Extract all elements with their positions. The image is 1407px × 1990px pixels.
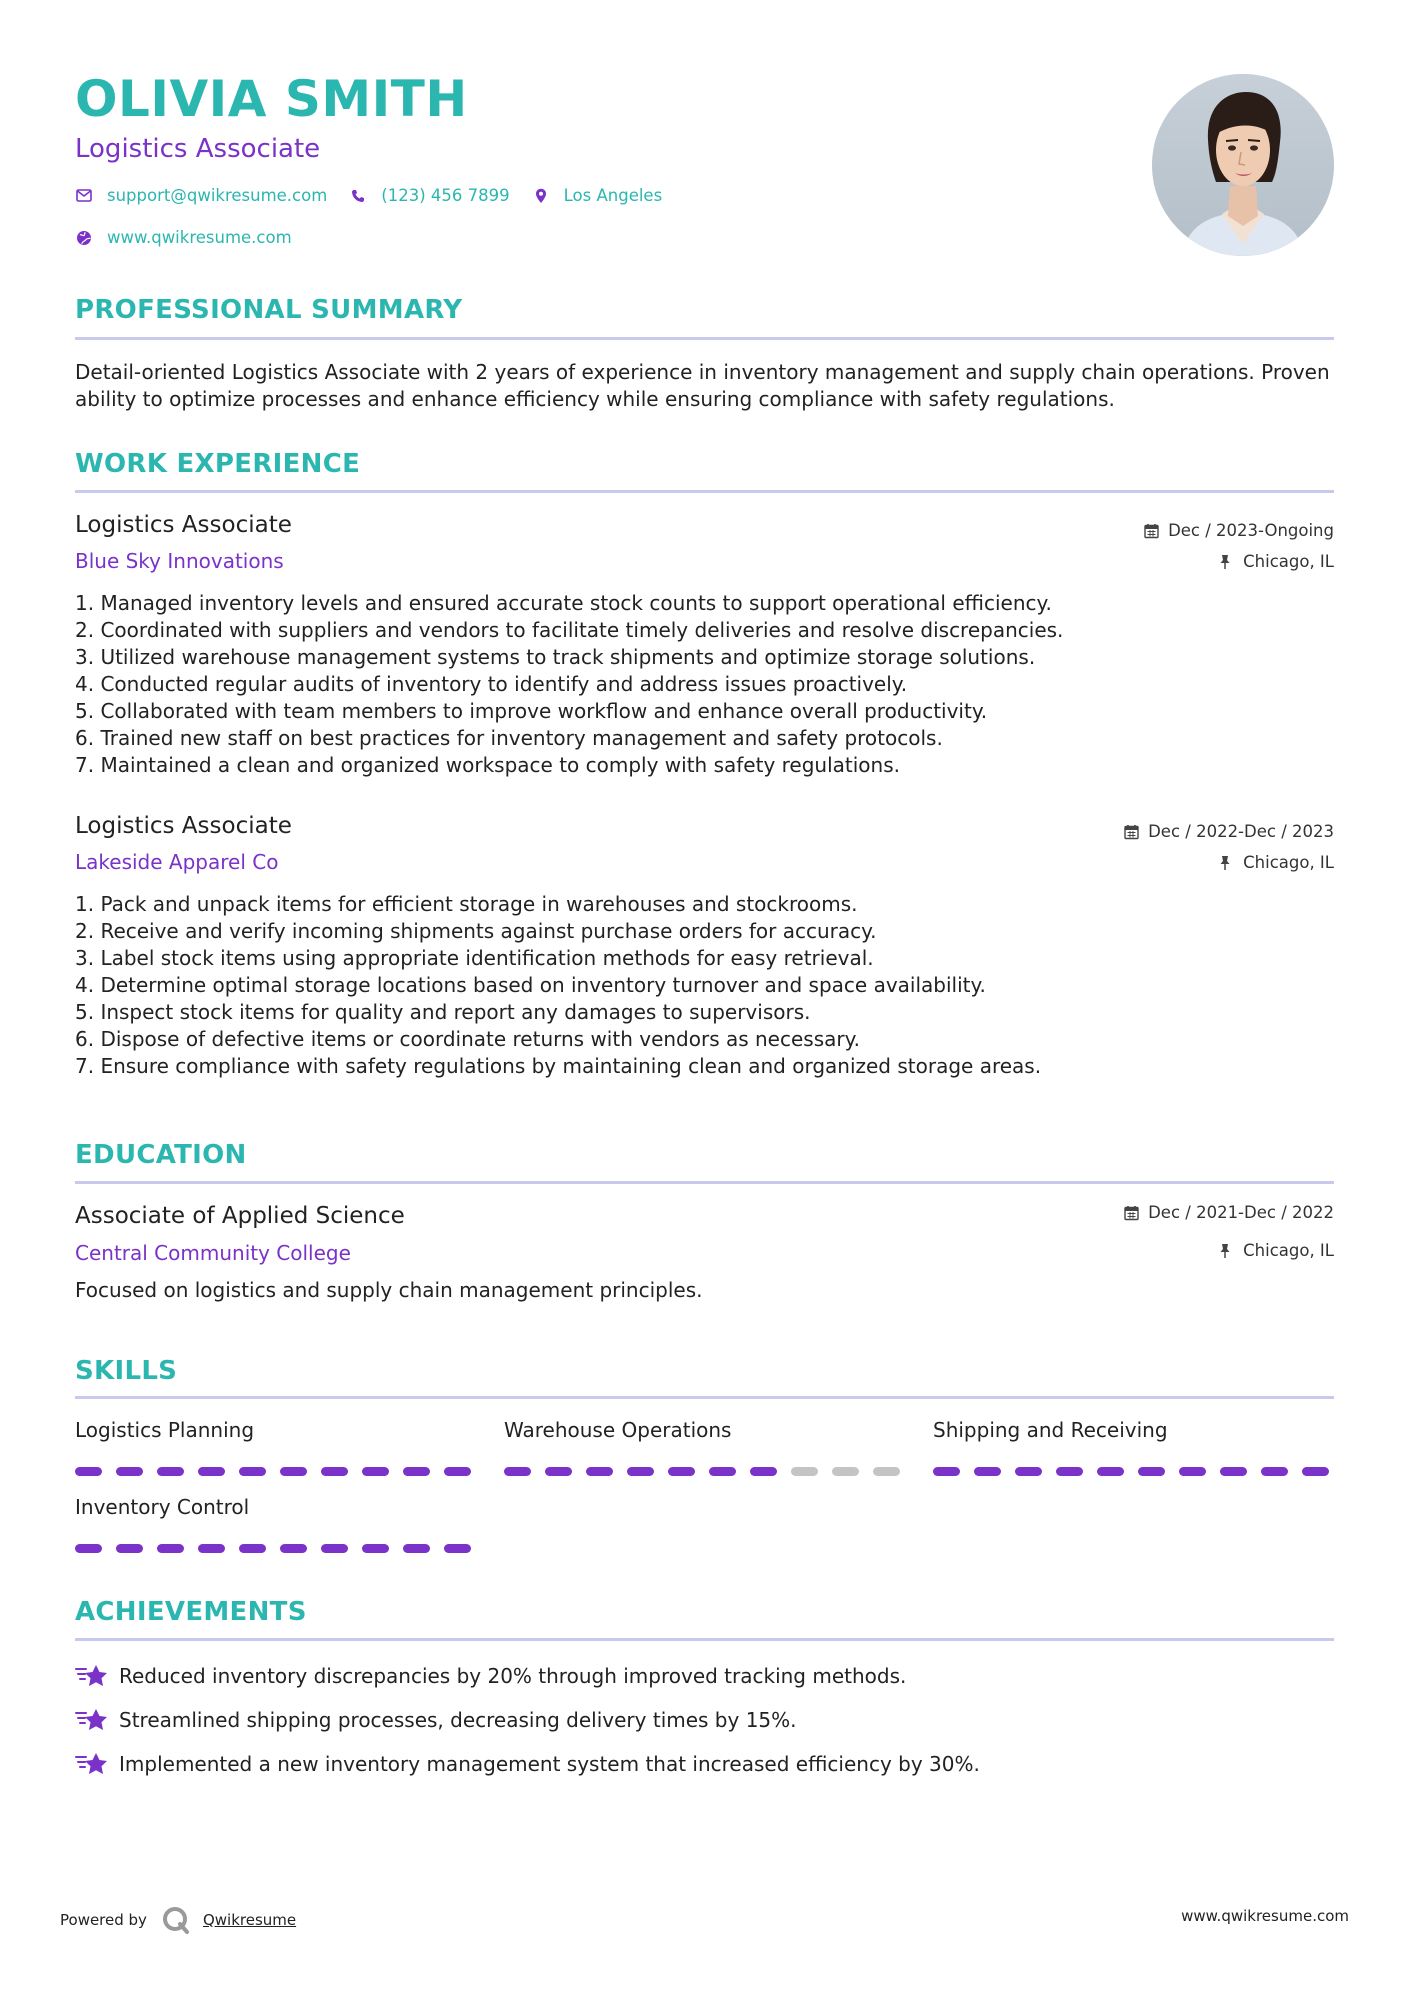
skill-name: Logistics Planning <box>75 1418 255 1442</box>
calendar-icon <box>1144 523 1160 539</box>
achievement-item: Streamlined shipping processes, decreasing delivery times by 15%. <box>75 1705 797 1735</box>
company-name: Blue Sky Innovations <box>75 549 284 573</box>
list-item: 2. Coordinated with suppliers and vendors to facilitate timely deliveries and resolve discrepancies. <box>75 618 1064 642</box>
list-item: 1. Managed inventory levels and ensured accurate stock counts to support operational efficiency. <box>75 591 1052 615</box>
email-link[interactable]: support@qwikresume.com <box>107 186 328 205</box>
skill-dash-filled <box>403 1467 430 1476</box>
job-duties-list <box>75 891 1041 1080</box>
phone-number[interactable]: (123) 456 7899 <box>381 186 510 205</box>
candidate-name: OLIVIA SMITH <box>75 70 468 128</box>
skill-dash-empty <box>791 1467 818 1476</box>
section-title-skills: SKILLS <box>75 1356 178 1386</box>
skill-dash-filled <box>974 1467 1001 1476</box>
job-location: Chicago, IL <box>1219 853 1334 872</box>
skill-dash-filled <box>1220 1467 1247 1476</box>
skill-level-bar <box>75 1544 485 1553</box>
list-item: 6. Dispose of defective items or coordinate returns with vendors as necessary. <box>75 1027 860 1051</box>
skill-dash-filled <box>280 1544 307 1553</box>
summary-text: Detail-oriented Logistics Associate with 2 years of experience in inventory management and supply chain operations. Proven ability to optimize processes and enhance efficiency while ensuring compliance with safety regulations. <box>75 360 1330 411</box>
list-item: 7. Ensure compliance with safety regulations by maintaining clean and organized storage areas. <box>75 1054 1042 1078</box>
section-divider <box>75 1396 1334 1399</box>
skill-dash-filled <box>116 1467 143 1476</box>
education-dates: Dec / 2021-Dec / 2022 <box>1124 1203 1334 1222</box>
job-title: Logistics Associate <box>75 813 292 839</box>
degree-title: Associate of Applied Science <box>75 1203 405 1229</box>
skill-level-bar <box>75 1467 485 1476</box>
star-icon <box>75 1749 109 1779</box>
skill-name: Shipping and Receiving <box>933 1418 1168 1442</box>
footer-website[interactable]: www.qwikresume.com <box>1181 1907 1349 1925</box>
skill-dash-filled <box>709 1467 736 1476</box>
website-row <box>75 228 292 247</box>
list-item: 3. Utilized warehouse management systems to track shipments and optimize storage solutions. <box>75 645 1036 669</box>
skill-dash-filled <box>1015 1467 1042 1476</box>
skill-dash-filled <box>1179 1467 1206 1476</box>
skill-dash-filled <box>239 1467 266 1476</box>
school-name: Central Community College <box>75 1241 351 1265</box>
skill-dash-filled <box>321 1467 348 1476</box>
job-dates: Dec / 2022-Dec / 2023 <box>1124 822 1334 841</box>
star-icon <box>75 1705 109 1735</box>
education-location: Chicago, IL <box>1219 1241 1334 1260</box>
globe-icon <box>75 229 93 247</box>
skill-dash-filled <box>280 1467 307 1476</box>
skill-dash-filled <box>933 1467 960 1476</box>
job-duties-list <box>75 590 1063 779</box>
skill-dash-filled <box>75 1544 102 1553</box>
skill-level-bar <box>504 1467 914 1476</box>
skill-dash-filled <box>1302 1467 1329 1476</box>
skill-dash-filled <box>116 1544 143 1553</box>
job-dates: Dec / 2023-Ongoing <box>1144 521 1334 540</box>
job-title: Logistics Associate <box>75 512 292 538</box>
brand-link[interactable]: Qwikresume <box>202 1911 297 1929</box>
location-text: Los Angeles <box>563 186 663 205</box>
skill-dash-filled <box>627 1467 654 1476</box>
section-title-summary: PROFESSIONAL SUMMARY <box>75 295 463 325</box>
skill-dash-empty <box>873 1467 900 1476</box>
section-divider <box>75 490 1334 493</box>
section-divider <box>75 1181 1334 1184</box>
list-item: 5. Collaborated with team members to improve workflow and enhance overall productivity. <box>75 699 988 723</box>
job-location: Chicago, IL <box>1219 552 1334 571</box>
calendar-icon <box>1124 1205 1140 1221</box>
skill-dash-filled <box>362 1544 389 1553</box>
pushpin-icon <box>1219 554 1235 570</box>
list-item: 2. Receive and verify incoming shipments against purchase orders for accuracy. <box>75 919 877 943</box>
list-item: 4. Conducted regular audits of inventory to identify and address issues proactively. <box>75 672 908 696</box>
skill-dash-filled <box>1138 1467 1165 1476</box>
section-title-education: EDUCATION <box>75 1140 247 1170</box>
phone-icon <box>349 187 367 205</box>
list-item: 6. Trained new staff on best practices for inventory management and safety protocols. <box>75 726 943 750</box>
footer-powered-by: Powered by Qwikresume <box>60 1905 296 1935</box>
calendar-icon <box>1124 824 1140 840</box>
skill-dash-filled <box>198 1467 225 1476</box>
skill-dash-filled <box>157 1544 184 1553</box>
star-icon <box>75 1661 109 1691</box>
candidate-title: Logistics Associate <box>75 134 321 164</box>
map-pin-icon <box>532 187 550 205</box>
skill-dash-filled <box>545 1467 572 1476</box>
company-name: Lakeside Apparel Co <box>75 850 279 874</box>
skill-dash-filled <box>403 1544 430 1553</box>
skill-dash-filled <box>1261 1467 1288 1476</box>
achievement-item: Reduced inventory discrepancies by 20% through improved tracking methods. <box>75 1661 906 1691</box>
skill-dash-filled <box>1056 1467 1083 1476</box>
list-item: 3. Label stock items using appropriate identification methods for easy retrieval. <box>75 946 874 970</box>
skill-dash-filled <box>444 1544 471 1553</box>
skill-name: Warehouse Operations <box>504 1418 732 1442</box>
pushpin-icon <box>1219 1243 1235 1259</box>
education-description: Focused on logistics and supply chain management principles. <box>75 1278 703 1302</box>
skill-dash-filled <box>362 1467 389 1476</box>
skill-dash-filled <box>504 1467 531 1476</box>
list-item: 5. Inspect stock items for quality and report any damages to supervisors. <box>75 1000 811 1024</box>
skill-dash-filled <box>586 1467 613 1476</box>
skill-dash-empty <box>832 1467 859 1476</box>
skill-level-bar <box>933 1467 1343 1476</box>
skill-dash-filled <box>321 1544 348 1553</box>
section-title-achievements: ACHIEVEMENTS <box>75 1597 307 1627</box>
section-divider <box>75 1638 1334 1641</box>
website-link[interactable]: www.qwikresume.com <box>107 228 292 247</box>
section-title-experience: WORK EXPERIENCE <box>75 449 361 479</box>
skill-dash-filled <box>668 1467 695 1476</box>
list-item: 7. Maintained a clean and organized workspace to comply with safety regulations. <box>75 753 900 777</box>
skill-dash-filled <box>198 1544 225 1553</box>
skill-dash-filled <box>239 1544 266 1553</box>
contact-row <box>75 186 662 205</box>
pushpin-icon <box>1219 855 1235 871</box>
qwikresume-logo <box>161 1905 191 1935</box>
skill-dash-filled <box>1097 1467 1124 1476</box>
skill-dash-filled <box>75 1467 102 1476</box>
skill-name: Inventory Control <box>75 1495 250 1519</box>
skill-dash-filled <box>750 1467 777 1476</box>
section-divider <box>75 337 1334 340</box>
skill-dash-filled <box>444 1467 471 1476</box>
profile-photo <box>1152 74 1334 256</box>
skill-dash-filled <box>157 1467 184 1476</box>
list-item: 4. Determine optimal storage locations based on inventory turnover and space availability. <box>75 973 986 997</box>
achievement-item: Implemented a new inventory management system that increased efficiency by 30%. <box>75 1749 980 1779</box>
list-item: 1. Pack and unpack items for efficient storage in warehouses and stockrooms. <box>75 892 858 916</box>
envelope-icon <box>75 187 93 205</box>
